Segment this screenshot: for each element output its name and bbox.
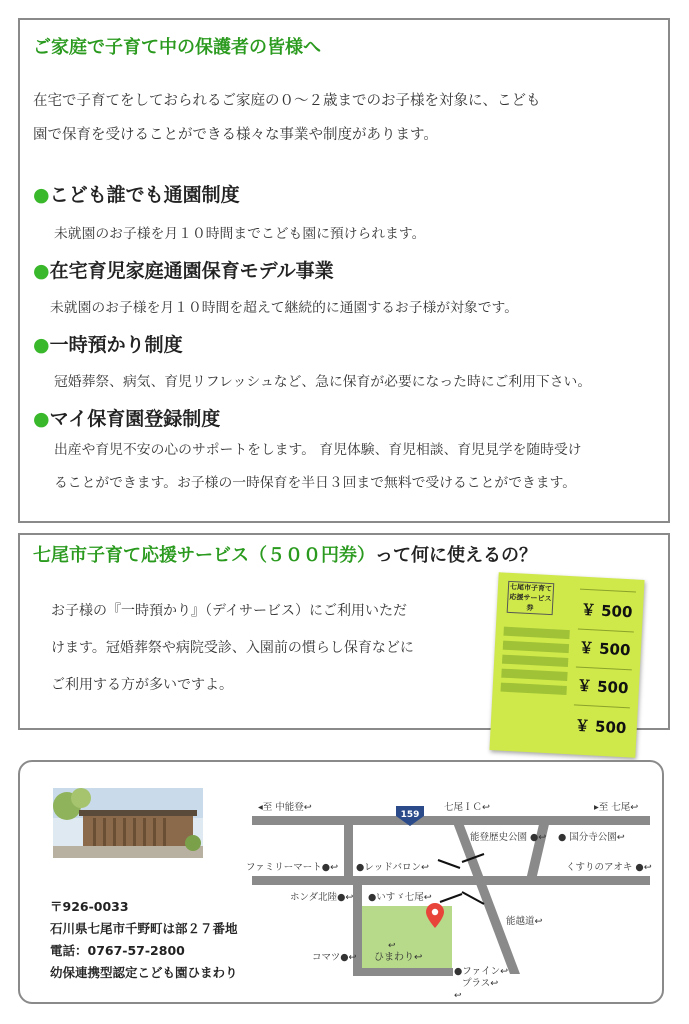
service-line-3: ご利用する方が多いですよ。: [51, 677, 233, 693]
service-title-green: 七尾市子育て応援サービス（５００円券）: [33, 545, 375, 566]
label-to-nakanoto: ◂至 中能登↩: [258, 802, 312, 813]
ticket-price: ￥ 500: [574, 716, 627, 738]
ticket-price: ￥ 500: [576, 676, 629, 698]
label-to-nanao: ▸至 七尾↩: [594, 802, 639, 813]
label-fine-plaza-1: ●ファイン↩: [454, 966, 509, 977]
road-vertical-left: [344, 820, 353, 880]
road-diagonal-right: [526, 820, 550, 880]
item-heading-text: マイ保育園登録制度: [49, 408, 221, 430]
intro-line-2: 園で保育を受けることができる様々な事業や制度があります。: [33, 127, 438, 143]
ticket-rule: [576, 666, 632, 670]
item-heading-daredemo: [33, 180, 240, 207]
bullet-icon: ●: [33, 334, 50, 356]
ticket-rule: [574, 704, 630, 708]
road-bottom: [353, 968, 453, 976]
bullet-icon: ●: [33, 260, 50, 282]
ticket-price: ￥ 500: [580, 600, 633, 622]
access-map: [240, 782, 660, 1002]
address-block: [50, 896, 238, 984]
info-panel: [18, 18, 670, 523]
ticket-field: [503, 641, 569, 653]
ticket-rule: [578, 629, 634, 633]
bullet-icon: ●: [33, 408, 50, 430]
service-line-1: お子様の『一時預かり』（デイサービス）にご利用いただ: [51, 603, 408, 619]
ticket-title-line-2: 応援サービス券: [509, 592, 552, 613]
item-heading-text: 在宅育児家庭通園保育モデル事業: [49, 260, 334, 282]
phone-number: 電話：0767-57-2800: [50, 943, 185, 958]
address-text: 石川県七尾市千野町は部２７番地: [50, 921, 238, 936]
item-desc-daredemo: 未就園のお子様を月１０時間までこども園に預けられます。: [54, 226, 426, 242]
coupon-ticket-image: [489, 572, 644, 757]
label-himawari: ひまわり↩: [374, 952, 423, 963]
item-heading-my-hoikuen: [33, 404, 220, 431]
desc-line-1: 出産や育児不安の心のサポートをします。 育児体験、育児相談、育児見学を随時受け: [54, 442, 582, 458]
label-museum: 能登歴史公園 ●↩: [470, 832, 547, 843]
ticket-price: ￥ 500: [578, 638, 631, 660]
item-desc-model: 未就園のお子様を月１０時間を超えて継続的に通園するお子様が対象です。: [50, 300, 518, 316]
label-isuzu: ●いすゞ七尾↩: [368, 892, 432, 903]
item-heading-text: こども誰でも通園制度: [49, 184, 240, 206]
ticket-title-line-1: 七尾市子育て: [509, 582, 553, 594]
ticket-rule: [580, 589, 636, 593]
bullet-icon: ●: [33, 184, 50, 206]
intro-text: [33, 84, 663, 152]
desc-line-2: ることができます。お子様の一時保育を半日３回まで無料で受けることができます。: [54, 475, 577, 491]
label-noto-kaido: 能越道↩: [506, 916, 543, 927]
road-middle: [252, 876, 650, 885]
service-line-2: けます。冠婚葬祭や病院受診、入園前の慣らし保育などに: [51, 640, 414, 656]
label-himawari-mark: ↩: [388, 941, 396, 951]
ticket-field: [501, 669, 567, 681]
item-desc-ichiji: 冠婚葬祭、病気、育児リフレッシュなど、急に保育が必要になった時にご利用下さい。: [54, 374, 592, 390]
item-heading-ichiji: [33, 330, 183, 357]
service-text: [51, 593, 471, 704]
access-panel: [18, 760, 664, 1004]
service-title-rest: って何に使えるの？: [375, 545, 537, 566]
ticket-field: [501, 683, 567, 695]
item-heading-model: [33, 256, 334, 283]
facility-name: 幼保連携型認定こども園ひまわり: [50, 965, 238, 980]
item-desc-my-hoikuen: [54, 434, 664, 500]
item-heading-text: 一時預かり制度: [49, 334, 183, 356]
route-number: 159: [400, 810, 420, 820]
label-honda: ホンダ北陸●↩: [290, 892, 354, 903]
ticket-field: [503, 627, 569, 639]
label-komatsu: コマツ●↩: [312, 952, 357, 963]
label-fine-plaza-2: プラス↩: [462, 978, 499, 989]
label-return-mark: ↩: [454, 991, 462, 1001]
road-diagonal: [452, 820, 520, 974]
ticket-title: [507, 581, 555, 615]
service-title: [33, 541, 537, 567]
label-red-baron: ●レッドバロン↩: [356, 862, 429, 873]
section-title: ご家庭で子育て中の保護者の皆様へ: [33, 37, 321, 58]
postal-code: 〒926-0033: [50, 899, 129, 914]
label-kusuri-aoki: くすりのアオキ ●↩: [566, 862, 652, 873]
label-nanao-ic: 七尾ＩＣ↩: [444, 802, 490, 813]
intro-line-1: 在宅で子育てをしておられるご家庭の０～２歳までのお子様を対象に、こども: [33, 93, 541, 109]
label-kokubunji: ● 国分寺公園↩: [558, 832, 625, 843]
label-family-mart: ファミリーマート●↩: [246, 862, 339, 873]
ticket-field: [502, 655, 568, 667]
road-main-top: [252, 816, 650, 825]
school-building-photo: [53, 788, 203, 858]
